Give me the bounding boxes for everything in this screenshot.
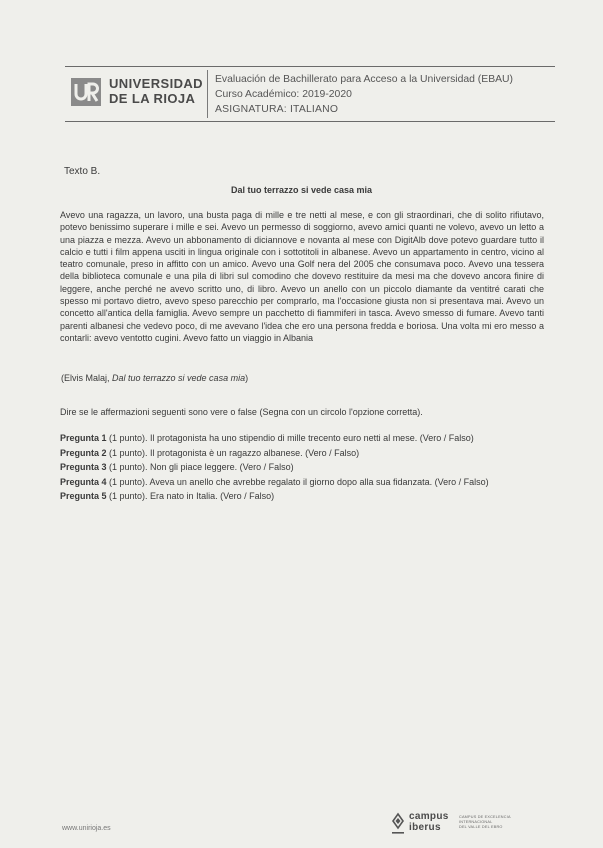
question-label: Pregunta 2 (60, 447, 107, 458)
campus-tag-line1: CAMPUS DE EXCELENCIA (459, 815, 511, 819)
source-citation (61, 373, 248, 383)
text-title: Dal tuo terrazzo si vede casa mia (230, 185, 373, 195)
question-list (60, 431, 550, 504)
academic-year: Curso Académico: 2019-2020 (215, 89, 352, 100)
campus-tag-line3: DEL VALLE DEL EBRO (459, 825, 503, 829)
question-1 (60, 431, 550, 446)
question-text: (1 punto). Era nato in Italia. (Vero / Falso) (106, 491, 275, 501)
exam-info (215, 72, 513, 117)
question-text: (1 punto). Aveva un anello che avrebbe regalato il giorno dopo alla sua fidanzata. (Vero / Falso) (106, 476, 489, 487)
question-text: (1 punto). Il protagonista è un ragazzo albanese. (Vero / Falso) (106, 447, 360, 458)
campus-iberus-name (409, 812, 449, 833)
campus-tag-line2: INTERNACIONAL (459, 820, 493, 824)
instruction: Dire se le affermazioni seguenti sono vere o false (Segna con un circolo l'opzione corretta). (60, 407, 423, 417)
reading-passage: Avevo una ragazza, un lavoro, una busta paga di mille e tre netti al mese, e con gli straordinari, che di solito rifiutavo, potevo benissimo superare i mille e sei. Avevo un permesso di soggiorno, avevo amici quanti ne volevo, avevo un letto a una piazza e mezza. Avevo un abbonamento di diciannove e novanta al mese con DigitAlb dove potevo guardare tutto il calcio e tutti i film appena usciti in lingua originale con i sottotitoli in albanese. Avevo un appartamento in centro, vicino al teatro comunale, preso in affitto con un amico. Avevo una Golf nera del 2005 che consumava poco. Avevo una tessera della biblioteca comunale e una pila di libri sul comodino che dovevo restituire da mesi ma che dovevo ancora finire di leggere, anche perché ne avevo scritto uno, di libro. Avevo un anello con un piccolo diamante da ventitré carati che spesso mi portavo dietro, avevo speso parecchio per comprarlo, ma l'occasione giusta non si presentava mai. Avevo un concetto all'antica della famiglia. Avevo sempre un pacchetto di fiammiferi in tasca. Avevo smesso di fumare. Avevo tanti parenti albanesi che vedevo poco, di me avevano l'idea che ero una persona fredda e boriosa. Una volta mi ero messo a contarli: avevo ventotto cugini. Avevo fatto un viaggio in Albania (60, 210, 544, 343)
campus-name-line2: iberus (409, 821, 441, 833)
header-divider (207, 70, 208, 118)
document-header (65, 66, 555, 122)
campus-name-line1: campus (409, 811, 449, 822)
source-author: (Elvis Malaj, (61, 373, 113, 383)
university-name (109, 76, 203, 106)
university-name-line1: UNIVERSIDAD (109, 76, 203, 91)
text-label: Texto B. (64, 166, 101, 177)
university-name-line2: DE LA RIOJA (109, 91, 196, 106)
ur-logo-icon (70, 77, 102, 107)
campus-iberus-logo-icon (391, 812, 405, 836)
question-label: Pregunta 4 (60, 476, 107, 487)
campus-tagline (459, 815, 511, 830)
exam-title: Evaluación de Bachillerato para Acceso a la Universidad (EBAU) (215, 74, 514, 85)
question-2 (60, 446, 550, 461)
header-top-rule (65, 66, 555, 67)
header-bottom-rule (65, 121, 555, 122)
source-title: Dal tuo terrazzo si vede casa mia (112, 373, 246, 383)
question-text: (1 punto). Il protagonista ha uno stipendio di mille trecento euro netti al mese. (Vero / Falso) (106, 433, 474, 443)
question-label: Pregunta 1 (60, 433, 107, 443)
footer-url: www.unirioja.es (62, 825, 111, 832)
subject: ASIGNATURA: ITALIANO (215, 104, 339, 115)
question-text: (1 punto). Non gli piace leggere. (Vero / Falso) (106, 462, 294, 472)
question-5 (60, 489, 550, 504)
question-4 (60, 475, 550, 490)
question-3 (60, 460, 550, 475)
question-label: Pregunta 3 (60, 462, 107, 472)
source-end: ) (245, 373, 249, 383)
question-label: Pregunta 5 (60, 491, 107, 501)
